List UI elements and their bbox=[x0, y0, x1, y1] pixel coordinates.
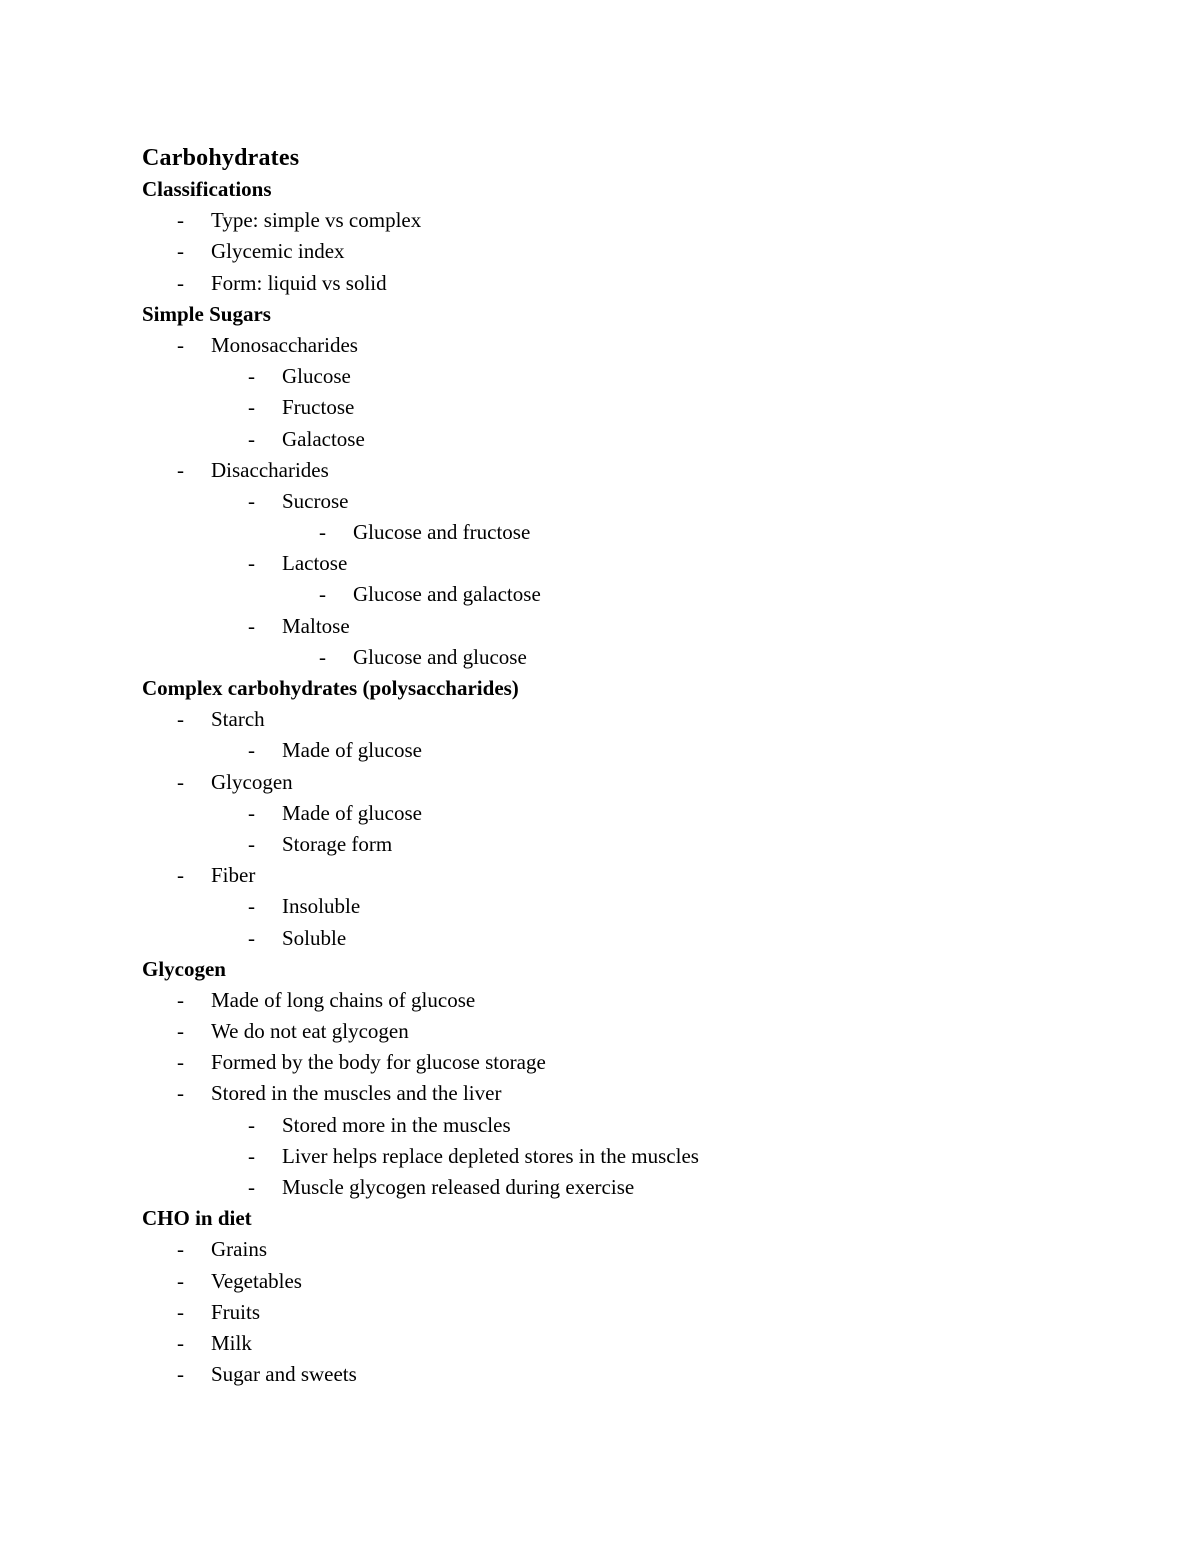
list-item-text: Glucose bbox=[282, 364, 351, 389]
list-item bbox=[142, 1016, 1122, 1047]
list-item bbox=[142, 1078, 1122, 1109]
list-item bbox=[142, 1110, 1122, 1141]
bullet-dash: - bbox=[248, 925, 255, 950]
bullet-dash: - bbox=[177, 1019, 184, 1044]
document-body bbox=[142, 174, 1122, 1390]
list-item-text: Maltose bbox=[282, 613, 350, 638]
section bbox=[142, 1203, 1122, 1390]
list-item-text: Type: simple vs complex bbox=[211, 208, 422, 233]
bullet-dash: - bbox=[248, 613, 255, 638]
list-item bbox=[142, 860, 1122, 891]
list-item-text: Stored more in the muscles bbox=[282, 1112, 511, 1137]
bullet-dash: - bbox=[248, 488, 255, 513]
list-item-text: Formed by the body for glucose storage bbox=[211, 1050, 546, 1075]
list-item-text: Storage form bbox=[282, 831, 393, 856]
bullet-dash: - bbox=[248, 800, 255, 825]
list-item bbox=[142, 486, 1122, 517]
list-item bbox=[142, 1297, 1122, 1328]
list-item-text: Insoluble bbox=[282, 894, 361, 919]
list-item bbox=[142, 424, 1122, 455]
bullet-dash: - bbox=[177, 1299, 184, 1324]
list-item bbox=[142, 1047, 1122, 1078]
section bbox=[142, 174, 1122, 299]
list-item-text: Fructose bbox=[282, 395, 355, 420]
list-item bbox=[142, 361, 1122, 392]
list-item-text: Disaccharides bbox=[211, 457, 329, 482]
list-item-text: Milk bbox=[211, 1330, 252, 1355]
bullet-dash: - bbox=[248, 1175, 255, 1199]
list-item-text: Stored in the muscles and the liver bbox=[211, 1081, 502, 1106]
section bbox=[142, 673, 1122, 954]
bullet-dash: - bbox=[177, 239, 184, 264]
bullet-dash: - bbox=[177, 1081, 184, 1106]
list-item bbox=[142, 579, 1122, 610]
list-item bbox=[142, 455, 1122, 486]
bullet-dash: - bbox=[319, 520, 326, 545]
bullet-dash: - bbox=[248, 831, 255, 856]
bullet-dash: - bbox=[248, 738, 255, 763]
bullet-dash: - bbox=[248, 894, 255, 919]
list-item-text: Made of glucose bbox=[282, 800, 422, 825]
list-item-text: Glucose and fructose bbox=[353, 520, 531, 545]
bullet-dash: - bbox=[177, 707, 184, 732]
bullet-dash: - bbox=[177, 270, 184, 295]
list-item-text: Sucrose bbox=[282, 488, 349, 513]
list-item bbox=[142, 1234, 1122, 1265]
section-heading: Simple Sugars bbox=[142, 301, 271, 326]
list-item-text: Glycemic index bbox=[211, 239, 345, 264]
list-item bbox=[142, 642, 1122, 673]
list-item bbox=[142, 1359, 1122, 1390]
bullet-dash: - bbox=[248, 426, 255, 451]
list-item bbox=[142, 392, 1122, 423]
bullet-dash: - bbox=[319, 644, 326, 669]
document-page bbox=[142, 143, 1122, 1390]
section-heading: Complex carbohydrates (polysaccharides) bbox=[142, 676, 519, 700]
bullet-dash: - bbox=[177, 457, 184, 482]
bullet-dash: - bbox=[319, 582, 326, 607]
list-item bbox=[142, 548, 1122, 579]
list-item-text: Vegetables bbox=[211, 1268, 302, 1293]
list-item bbox=[142, 1266, 1122, 1297]
list-item-text: Sugar and sweets bbox=[211, 1362, 357, 1387]
section-heading: Glycogen bbox=[142, 956, 226, 981]
bullet-dash: - bbox=[177, 769, 184, 794]
section-heading: CHO in diet bbox=[142, 1206, 252, 1231]
list-item bbox=[142, 330, 1122, 361]
list-item-text: Fiber bbox=[211, 863, 256, 888]
bullet-dash: - bbox=[248, 364, 255, 389]
list-item bbox=[142, 704, 1122, 735]
list-item bbox=[142, 268, 1122, 299]
bullet-dash: - bbox=[177, 1362, 184, 1387]
list-item-text: Fruits bbox=[211, 1299, 261, 1324]
bullet-dash: - bbox=[177, 1268, 184, 1293]
bullet-dash: - bbox=[177, 1237, 184, 1262]
list-item-text: We do not eat glycogen bbox=[211, 1019, 409, 1044]
list-item bbox=[142, 985, 1122, 1016]
list-item-text: Glucose and galactose bbox=[353, 582, 541, 607]
list-item-text: Made of long chains of glucose bbox=[211, 987, 476, 1012]
list-item bbox=[142, 923, 1122, 954]
list-item bbox=[142, 1328, 1122, 1359]
list-item-text: Form: liquid vs solid bbox=[211, 270, 387, 295]
list-item bbox=[142, 767, 1122, 798]
bullet-dash: - bbox=[248, 1112, 255, 1137]
list-item-text: Soluble bbox=[282, 925, 347, 950]
list-item bbox=[142, 611, 1122, 642]
section bbox=[142, 299, 1122, 673]
list-item bbox=[142, 798, 1122, 829]
list-item-text: Monosaccharides bbox=[211, 332, 358, 357]
bullet-dash: - bbox=[177, 208, 184, 233]
bullet-dash: - bbox=[177, 863, 184, 888]
list-item bbox=[142, 735, 1122, 766]
bullet-dash: - bbox=[177, 1050, 184, 1075]
list-item-text: Made of glucose bbox=[282, 738, 422, 763]
bullet-dash: - bbox=[177, 987, 184, 1012]
list-item bbox=[142, 1172, 1122, 1203]
list-item bbox=[142, 891, 1122, 922]
document-title: Carbohydrates bbox=[142, 145, 300, 171]
bullet-dash: - bbox=[248, 1143, 255, 1168]
list-item-text: Grains bbox=[211, 1237, 267, 1262]
list-item-text: Starch bbox=[211, 707, 265, 732]
section bbox=[142, 954, 1122, 1204]
list-item-text: Muscle glycogen released during exercise bbox=[282, 1175, 635, 1199]
bullet-dash: - bbox=[248, 395, 255, 420]
list-item bbox=[142, 517, 1122, 548]
list-item bbox=[142, 1141, 1122, 1172]
list-item-text: Glucose and glucose bbox=[353, 644, 527, 669]
bullet-dash: - bbox=[177, 332, 184, 357]
list-item-text: Lactose bbox=[282, 551, 348, 576]
list-item bbox=[142, 236, 1122, 267]
bullet-dash: - bbox=[248, 551, 255, 576]
list-item-text: Glycogen bbox=[211, 769, 293, 794]
list-item-text: Liver helps replace depleted stores in the muscles bbox=[282, 1143, 699, 1168]
list-item bbox=[142, 205, 1122, 236]
list-item-text: Galactose bbox=[282, 426, 365, 451]
bullet-dash: - bbox=[177, 1330, 184, 1355]
section-heading: Classifications bbox=[142, 177, 272, 201]
list-item bbox=[142, 829, 1122, 860]
